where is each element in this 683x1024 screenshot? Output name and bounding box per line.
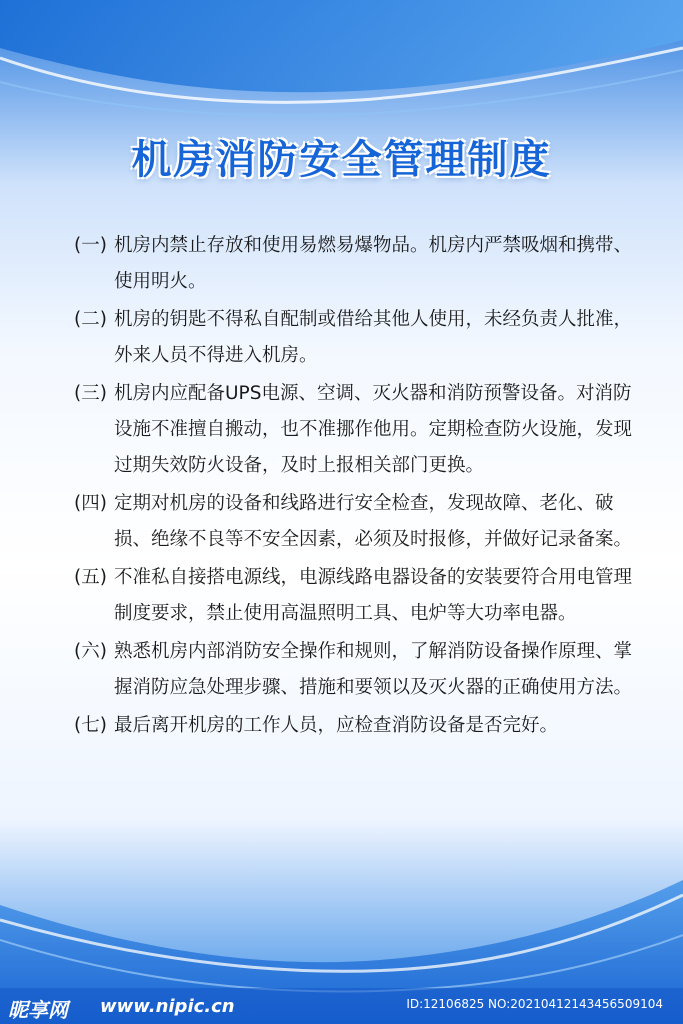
rule-item	[74, 228, 644, 300]
rule-text: 机房内禁止存放和使用易燃易爆物品。机房内严禁吸烟和携带、使用明火。	[114, 235, 633, 292]
rule-item	[74, 302, 644, 374]
rule-item	[74, 376, 644, 484]
image-id-text: ID:12106825 NO:20210412143456509104	[406, 997, 663, 1011]
site-logo: 昵享网	[8, 998, 68, 1022]
rule-item	[74, 634, 644, 706]
rule-number: (二)	[74, 309, 107, 330]
page-title: 机房消防安全管理制度	[131, 137, 552, 183]
rule-number: (四)	[74, 493, 107, 514]
rule-text: 机房内应配备UPS电源、空调、灭火器和消防预警设备。对消防设施不准擅自搬动，也不准挪作他用。定期检查防火设施，发现过期失效防火设备，及时上报相关部门更换。	[114, 383, 633, 476]
rules-list	[74, 228, 644, 744]
site-url: www.nipic.cn	[100, 996, 235, 1017]
rule-text: 熟悉机房内部消防安全操作和规则，了解消防设备操作原理、掌握消防应急处理步骤、措施和要领以及灭火器的正确使用方法。	[114, 641, 633, 698]
watermark-footer	[0, 988, 683, 1024]
rule-item	[74, 486, 644, 558]
rule-item	[74, 708, 644, 744]
rule-number: (七)	[74, 715, 107, 736]
rule-text: 机房的钥匙不得私自配制或借给其他人使用，未经负责人批准，外来人员不得进入机房。	[114, 309, 633, 366]
rule-text: 定期对机房的设备和线路进行安全检查，发现故障、老化、破损、绝缘不良等不安全因素，必须及时报修，并做好记录备案。	[114, 493, 633, 550]
rule-text: 最后离开机房的工作人员，应检查消防设备是否完好。	[114, 715, 559, 736]
rule-item	[74, 560, 644, 632]
rule-number: (六)	[74, 641, 107, 662]
rule-number: (五)	[74, 567, 107, 588]
rule-number: (三)	[74, 383, 107, 404]
rule-number: (一)	[74, 235, 107, 256]
rule-text: 不准私自接搭电源线，电源线路电器设备的安装要符合用电管理制度要求，禁止使用高温照明工具、电炉等大功率电器。	[114, 567, 633, 624]
